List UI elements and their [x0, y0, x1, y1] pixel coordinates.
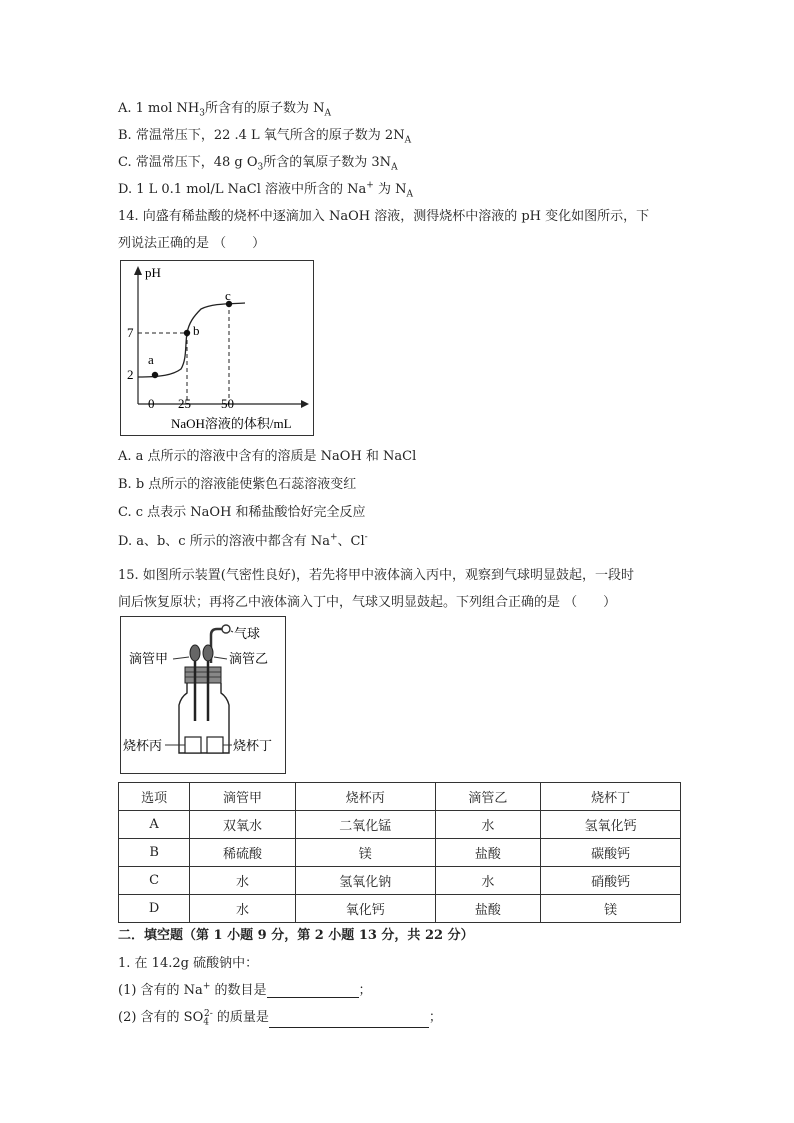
- y-tick-7: 7: [127, 325, 134, 340]
- q14-stem-line1: 14. 向盛有稀盐酸的烧杯中逐滴加入 NaOH 溶液，测得烧杯中溶液的 pH 变化如图所示，下: [118, 209, 650, 224]
- x-tick-0: 0: [148, 396, 155, 411]
- beaker-c: [185, 737, 201, 753]
- table-cell: 双氧水: [190, 811, 296, 839]
- header-beaker-d: 烧杯丁: [541, 783, 681, 811]
- stopper: [185, 667, 221, 683]
- q13-option-b: B. 常温常压下，22 .4 L 氧气所含的原子数为 $2N_A$: [118, 128, 412, 146]
- dropper-a-bulb: [190, 645, 200, 661]
- q15-stem-line1: 15. 如图所示装置(气密性良好)，若先将甲中液体滴入丙中，观察到气球明显鼓起，一段时: [118, 568, 634, 583]
- s2-q1-part2: (2) 含有的 $SO_4^{2-}$ 的质量是 ；: [118, 1008, 442, 1028]
- table-header-row: [119, 783, 681, 811]
- q13-option-a: A. 1 mol $NH_3$所含有的原子数为 $N_A$: [118, 101, 331, 119]
- table-row: [119, 839, 681, 867]
- point-c-label: c: [225, 288, 231, 303]
- beaker-d: [207, 737, 223, 753]
- table-cell: 二氧化锰: [295, 811, 435, 839]
- label-balloon: 气球: [234, 626, 261, 641]
- table-cell: 镁: [295, 839, 435, 867]
- label-dropper-a: 滴管甲: [129, 651, 169, 666]
- label-beaker-d: 烧杯丁: [233, 738, 273, 753]
- table-cell: 氢氧化钙: [541, 811, 681, 839]
- q14-option-d: D. a、b、c 所示的溶液中都含有 Na+、Cl-: [118, 532, 368, 549]
- point-b: [184, 330, 190, 336]
- ph-chart-frame: [120, 260, 314, 436]
- apparatus-diagram: [121, 617, 285, 773]
- table-cell: 水: [190, 895, 296, 923]
- table-cell: 氢氧化钠: [295, 867, 435, 895]
- table-cell: 碳酸钙: [541, 839, 681, 867]
- table-cell: 镁: [541, 895, 681, 923]
- table-cell: 盐酸: [435, 839, 541, 867]
- table-cell: A: [119, 811, 190, 839]
- x-tick-25: 25: [178, 396, 191, 411]
- ph-chart: [121, 261, 313, 435]
- apparatus-figure: [120, 616, 286, 774]
- table-cell: B: [119, 839, 190, 867]
- y-axis-arrow: [134, 266, 142, 275]
- table-cell: 水: [190, 867, 296, 895]
- leader-dropper-b: [214, 657, 227, 659]
- table-row: [119, 895, 681, 923]
- q14-option-c: C. c 点表示 NaOH 和稀盐酸恰好完全反应: [118, 505, 366, 520]
- y-axis-label: pH: [145, 265, 161, 280]
- x-axis-arrow: [301, 400, 309, 408]
- x-axis-label: NaOH溶液的体积/mL: [171, 416, 292, 431]
- q13-option-c: C. 常温常压下，48 g $O_3$所含的氧原子数为 $3N_A$: [118, 155, 398, 173]
- q14-option-b: B. b 点所示的溶液能使紫色石蕊溶液变红: [118, 477, 357, 492]
- section2-title: 二．填空题（第 1 小题 9 分，第 2 小题 13 分，共 22 分）: [118, 928, 474, 943]
- header-beaker-c: 烧杯丙: [295, 783, 435, 811]
- answer-blank-2[interactable]: [269, 1013, 429, 1028]
- q15-stem-line2: 间后恢复原状；再将乙中液体滴入丁中，气球又明显鼓起。下列组合正确的是 （ ）: [118, 595, 617, 610]
- table-cell: 稀硫酸: [190, 839, 296, 867]
- label-beaker-c: 烧杯丙: [123, 738, 163, 753]
- point-a-label: a: [148, 352, 154, 367]
- balloon: [222, 625, 230, 633]
- q15-options-table: [118, 782, 681, 923]
- table-cell: 硝酸钙: [541, 867, 681, 895]
- table-row: [119, 867, 681, 895]
- table-row: [119, 811, 681, 839]
- table-cell: 氧化钙: [295, 895, 435, 923]
- label-dropper-b: 滴管乙: [229, 651, 269, 666]
- point-b-label: b: [193, 323, 200, 338]
- q13-option-d: D. 1 L 0.1 mol/L NaCl 溶液中所含的 Na+ 为 $N_A$: [118, 180, 413, 200]
- header-dropper-a: 滴管甲: [190, 783, 296, 811]
- point-a: [152, 372, 158, 378]
- balloon-leader: [231, 631, 233, 632]
- q14-stem-line2: 列说法正确的是 （ ）: [118, 236, 266, 251]
- y-tick-2: 2: [127, 367, 134, 382]
- header-dropper-b: 滴管乙: [435, 783, 541, 811]
- q14-option-a: A. a 点所示的溶液中含有的溶质是 NaOH 和 NaCl: [118, 449, 417, 464]
- table-cell: 水: [435, 811, 541, 839]
- table-cell: 盐酸: [435, 895, 541, 923]
- s2-q1-stem: 1. 在 14.2g 硫酸钠中：: [118, 956, 259, 971]
- s2-q1-part1: (1) 含有的 Na+ 的数目是 ；: [118, 981, 372, 998]
- header-option: 选项: [119, 783, 190, 811]
- table-cell: 水: [435, 867, 541, 895]
- leader-dropper-a: [173, 657, 189, 659]
- answer-blank-1[interactable]: [267, 983, 359, 998]
- x-tick-50: 50: [221, 396, 234, 411]
- table-cell: D: [119, 895, 190, 923]
- dropper-b-bulb: [203, 645, 213, 661]
- table-cell: C: [119, 867, 190, 895]
